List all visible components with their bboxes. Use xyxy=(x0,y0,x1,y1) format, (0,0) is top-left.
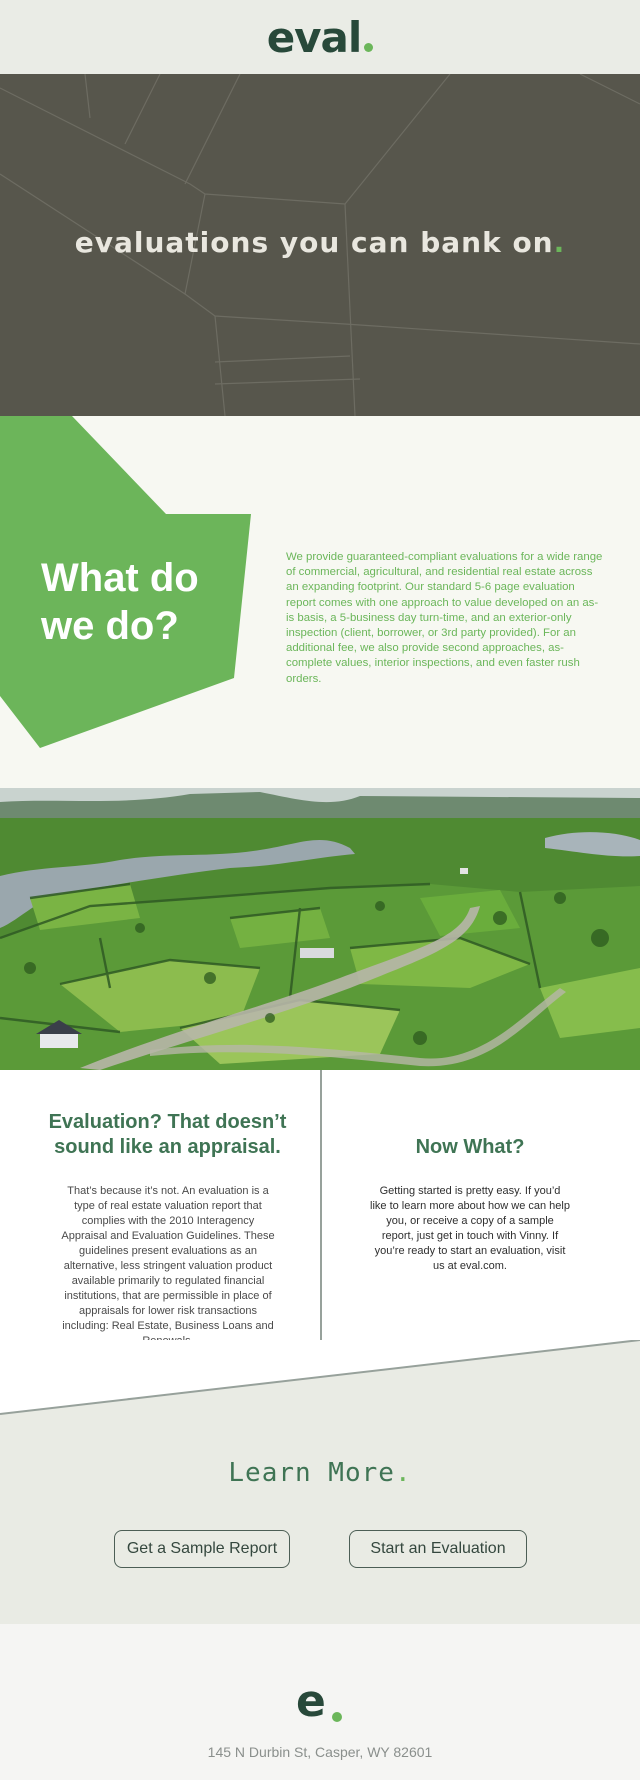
learn-more-heading xyxy=(0,1458,640,1488)
logo-dot xyxy=(364,43,373,52)
what-we-do-title: What do we do? xyxy=(41,556,199,648)
learn-more-title-accent: . xyxy=(394,1458,412,1488)
eval-logo[interactable] xyxy=(267,13,374,62)
learn-more-section xyxy=(0,1340,640,1624)
logo-text: eval xyxy=(266,12,362,62)
hero-banner xyxy=(0,74,640,416)
section-slant-divider xyxy=(0,1340,640,1420)
getting-started-text: Getting started is pretty easy. If you’d like to learn more about how we can help you, or receive a copy of a sample report, just get in touch with Vinny. If you’re ready to start an evaluation, visit us at eval.com. xyxy=(370,1185,570,1272)
evaluation-explanation-text: That’s because it’s not. An evaluation is a type of real estate valuation report that complies with the 2010 Interagency Appraisal and Evaluation Guidelines. These guidelines present evaluations as an alternative, less stringent valuation product available primarily to regulated financial institutions, that are permissible in place of appraisals for lower risk transactions including: Real Estate, Business Loans and xyxy=(61,1185,275,1332)
get-sample-report-button[interactable]: Get a Sample Report xyxy=(114,1530,290,1568)
header xyxy=(0,0,640,74)
learn-more-title-text: Learn More xyxy=(228,1458,395,1488)
aerial-farmland-image xyxy=(0,788,640,1070)
hero-tagline xyxy=(0,226,640,259)
footer-address: 145 N Durbin St, Casper, WY 82601 xyxy=(207,1744,433,1760)
column-divider xyxy=(320,1070,322,1376)
footer-logo[interactable] xyxy=(296,1676,326,1727)
hero-tagline-accent: . xyxy=(553,226,566,259)
start-evaluation-button[interactable]: Start an Evaluation xyxy=(349,1530,527,1568)
footer-logo-dot xyxy=(332,1712,342,1722)
what-we-do-description: We provide guaranteed-compliant evaluations for a wide range of commercial, agricultural, and residential real estate across an expanding footprint. Our standard 5-6 page evaluation report comes with one approach to value developed on an as-is basis, a 5-business day turn-time, and an exterior-only inspection (client, borrower, or 3rd party provided). For an additional fee, we also provide second approaches, as-complete values, interior inspections, and even faster rush orders. xyxy=(286,551,603,685)
what-we-do-section xyxy=(0,416,640,788)
footer-logo-text: e xyxy=(296,1676,326,1727)
hero-tagline-text: evaluations you can bank on xyxy=(74,226,554,259)
footer xyxy=(0,1624,640,1780)
now-what-heading: Now What? xyxy=(415,1136,525,1158)
evaluation-vs-appraisal-heading: Evaluation? That doesn’t sound like an appraisal. xyxy=(48,1111,287,1158)
aerial-farmland-illustration xyxy=(0,788,640,1070)
